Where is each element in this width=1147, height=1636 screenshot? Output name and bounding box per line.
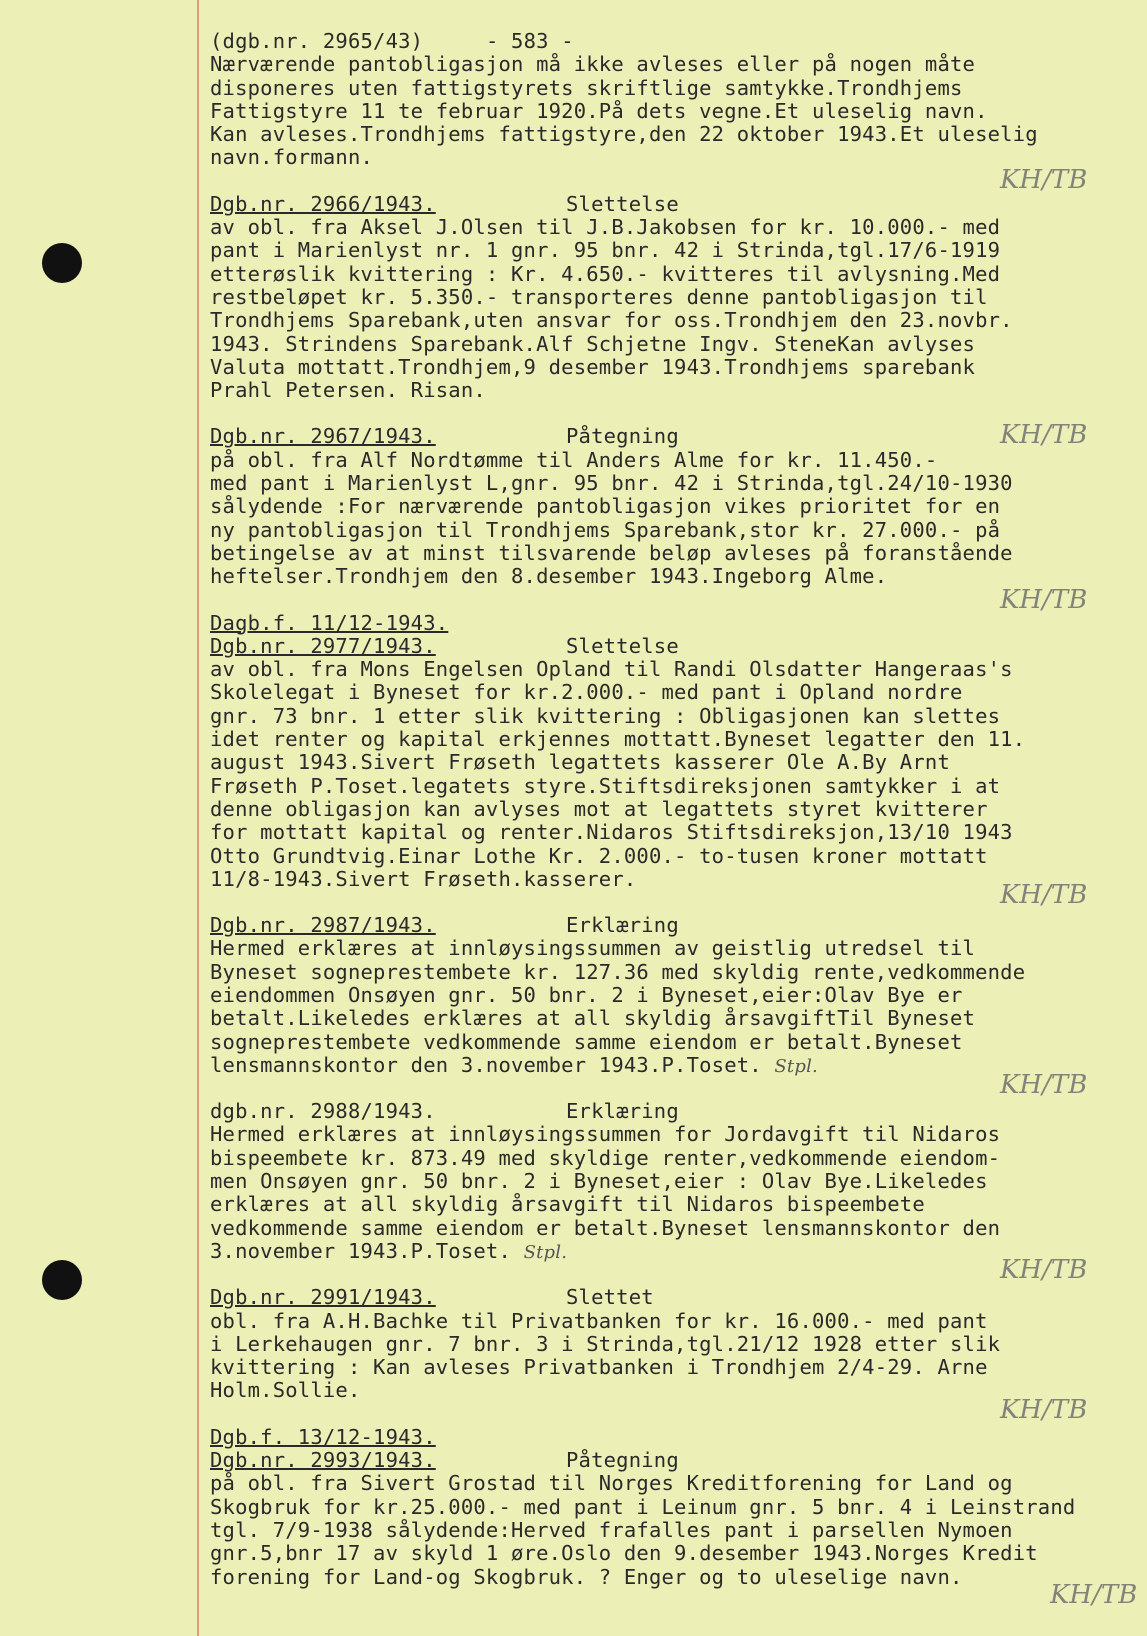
entry-line — [210, 542, 1140, 565]
document-text — [210, 30, 1140, 1589]
entry-line — [210, 286, 1140, 309]
entry-date-text: Dgb.f. 13/12-1943. — [210, 1424, 436, 1449]
entry-line-text: bispeembete kr. 873.49 med skyldige renter,vedkommende eiendom- — [210, 1145, 1001, 1170]
entry-line-text: gnr.5,bnr 17 av skyld 1 øre.Oslo den 9.desember 1943.Norges Kredit — [210, 1541, 1038, 1566]
intro-line: Kan avleses.Trondhjems fattigstyre,den 22 oktober 1943.Et uleselig — [210, 122, 1038, 147]
entry-line-text: 11/8-1943.Sivert Frøseth.kasserer. — [210, 866, 637, 891]
entry-line — [210, 379, 1140, 402]
entry-line — [210, 449, 1140, 472]
entry-line — [210, 1147, 1140, 1170]
entry-line — [210, 681, 1140, 704]
entry-line-text: med pant i Marienlyst L,gnr. 95 bnr. 42 i Strinda,tgl.24/10-1930 — [210, 471, 1013, 496]
entry-line — [210, 1123, 1140, 1146]
entry-line — [210, 216, 1140, 239]
entry-line-text: sogneprestembete vedkommende samme eiendom er betalt.Byneset — [210, 1029, 963, 1054]
entry-line — [210, 1193, 1140, 1216]
entry-line-text: Skogbruk for kr.25.000.- med pant i Leinum gnr. 5 bnr. 4 i Leinstrand — [210, 1494, 1076, 1519]
entry-line — [210, 751, 1140, 774]
entry-line — [210, 1310, 1140, 1333]
entry-line-text: Holm.Sollie. — [210, 1378, 361, 1403]
entry-line-text: forening for Land-og Skogbruk. ? Enger og to uleselige navn. — [210, 1564, 963, 1589]
margin-rule — [197, 0, 199, 1636]
entry-line-text: betingelse av at minst tilsvarende beløp avleses på foranstående — [210, 540, 1013, 565]
entry-kind: Påtegning — [566, 424, 679, 449]
entry-line — [210, 961, 1140, 984]
entry-line — [210, 1542, 1140, 1565]
entry-line — [210, 1031, 1140, 1054]
entry-line-text: Byneset sogneprestembete kr. 127.36 med skyldig rente,vedkommende — [210, 959, 1026, 984]
entry-header — [210, 635, 1140, 658]
entry-line-text: Trondhjems Sparebank,uten ansvar for oss.Trondhjem den 23.novbr. — [210, 308, 1013, 333]
entry-line-text: erklæres at all skyldig årsavgift til Nidaros bispeembete — [210, 1192, 925, 1217]
entry — [210, 891, 1140, 1077]
entry — [210, 1403, 1140, 1589]
entry-line-text: på obl. fra Sivert Grostad til Norges Kreditforening for Land og — [210, 1471, 1013, 1496]
entry-line — [210, 333, 1140, 356]
entry-line — [210, 775, 1140, 798]
entry — [210, 589, 1140, 892]
entry-line-text: av obl. fra Aksel J.Olsen til J.B.Jakobsen for kr. 10.000.- med — [210, 215, 1001, 240]
entry-header — [210, 193, 1140, 216]
punch-hole-bottom — [42, 1260, 82, 1300]
entry-date — [210, 612, 1140, 635]
entry-line-text: vedkommende samme eiendom er betalt.Byneset lensmannskontor den — [210, 1215, 1001, 1240]
entry-ref: Dgb.nr. 2967/1943. — [210, 424, 436, 449]
stamp-note: Stpl. — [523, 1241, 568, 1263]
entry-line — [210, 356, 1140, 379]
entry-line-text: idet renter og kapital erkjennes mottatt.Byneset legatter den 11. — [210, 727, 1026, 752]
entry-line-text: betalt.Likeledes erklæres at all skyldig årsavgiftTil Byneset — [210, 1006, 976, 1031]
entry-line — [210, 1333, 1140, 1356]
entry — [210, 1077, 1140, 1263]
entry-header — [210, 1100, 1140, 1123]
header-ref: (dgb.nr. 2965/43) — [210, 29, 424, 53]
intro-line: Nærværende pantobligasjon må ikke avleses eller på nogen måte — [210, 52, 976, 77]
entry-line — [210, 1472, 1140, 1495]
entry-kind: Slettelse — [566, 633, 679, 658]
entry-line-text: lensmannskontor den 3.november 1943.P.Toset. — [210, 1052, 762, 1077]
entry-line — [210, 798, 1140, 821]
entry-ref: Dgb.nr. 2987/1943. — [210, 913, 436, 938]
entry-kind: Slettelse — [566, 191, 679, 216]
entry-ref: Dgb.nr. 2977/1943. — [210, 633, 436, 658]
entry-line — [210, 1217, 1140, 1240]
entry-line-text: 1943. Strindens Sparebank.Alf Schjetne Ingv. SteneKan avlyses — [210, 331, 976, 356]
entry-line — [210, 309, 1140, 332]
entry-line-text: heftelser.Trondhjem den 8.desember 1943.Ingeborg Alme. — [210, 564, 888, 589]
entry-line-text: Otto Grundtvig.Einar Lothe Kr. 2.000.- to-tusen kroner mottatt — [210, 843, 988, 868]
entry-kind: Erklæring — [566, 1099, 679, 1124]
intro-line: navn.formann. — [210, 145, 374, 170]
marginal-initials: KH/TB — [1000, 165, 1088, 195]
entry-ref: Dgb.nr. 2966/1943. — [210, 191, 436, 216]
entry-line-text: Skolelegat i Byneset for kr.2.000.- med pant i Opland nordre — [210, 680, 963, 705]
entry-line-text: pant i Marienlyst nr. 1 gnr. 95 bnr. 42 i Strinda,tgl.17/6-1919 — [210, 238, 1001, 263]
entry-line — [210, 658, 1140, 681]
entry-line — [210, 263, 1140, 286]
entry-line — [210, 845, 1140, 868]
entry-line — [210, 239, 1140, 262]
entry-line — [210, 1566, 1140, 1589]
marginal-initials: KH/TB — [1000, 1255, 1088, 1285]
entry-line-text: Frøseth P.Toset.legatets styre.Stiftsdireksjonen samtykker i at — [210, 773, 1001, 798]
entry-line — [210, 1519, 1140, 1542]
entry-line — [210, 1170, 1140, 1193]
intro-block — [210, 53, 1140, 169]
entry-line-text: i Lerkehaugen gnr. 7 bnr. 3 i Strinda,tgl.21/12 1928 etter slik — [210, 1331, 1001, 1356]
entry-line-text: for mottatt kapital og renter.Nidaros Stiftsdireksjon,13/10 1943 — [210, 820, 1013, 845]
entry-line-text: kvittering : Kan avleses Privatbanken i Trondhjem 2/4-29. Arne — [210, 1355, 988, 1380]
entry-date — [210, 1426, 1140, 1449]
entry-header — [210, 914, 1140, 937]
page-header — [210, 30, 1140, 53]
entry-kind: Slettet — [566, 1285, 654, 1310]
entry-line-text: etterøslik kvittering : Kr. 4.650.- kvitteres til avlysning.Med — [210, 261, 1001, 286]
entry-kind: Erklæring — [566, 913, 679, 938]
entry-line-text: tgl. 7/9-1938 sålydende:Herved frafalles pant i parsellen Nymoen — [210, 1517, 1013, 1542]
entry-line — [210, 984, 1140, 1007]
entry-line-text: Hermed erklæres at innløysingssummen for Jordavgift til Nidaros — [210, 1122, 1001, 1147]
intro-line: disponeres uten fattigstyrets skriftlige samtykke.Trondhjems — [210, 75, 963, 100]
entry-header — [210, 1449, 1140, 1472]
marginal-initials: KH/TB — [1050, 1580, 1138, 1610]
entry-ref: dgb.nr. 2988/1943. — [210, 1099, 436, 1124]
entry-line-text: denne obligasjon kan avlyses mot at legattets styret kvitterer — [210, 796, 988, 821]
entry-line — [210, 519, 1140, 542]
entry-header — [210, 1286, 1140, 1309]
entry-line — [210, 472, 1140, 495]
entry-line-text: 3.november 1943.P.Toset. — [210, 1238, 512, 1263]
entry-line — [210, 1356, 1140, 1379]
entry-line-text: Hermed erklæres at innløysingssummen av geistlig utredsel til — [210, 936, 976, 961]
marginal-initials: KH/TB — [1000, 420, 1088, 450]
entry-line-text: Prahl Petersen. Risan. — [210, 378, 486, 403]
page-number: - 583 - — [485, 29, 574, 53]
entry-line — [210, 1007, 1140, 1030]
entry-line-text: men Onsøyen gnr. 50 bnr. 2 i Byneset,eier : Olav Bye.Likeledes — [210, 1169, 988, 1194]
entry-line-text: Valuta mottatt.Trondhjem,9 desember 1943.Trondhjems sparebank — [210, 354, 976, 379]
entry-ref: Dgb.nr. 2991/1943. — [210, 1285, 436, 1310]
intro-line: Fattigstyre 11 te februar 1920.På dets vegne.Et uleselig navn. — [210, 98, 988, 123]
entry-ref: Dgb.nr. 2993/1943. — [210, 1448, 436, 1473]
entry-line-text: ny pantobligasjon til Trondhjems Sparebank,stor kr. 27.000.- på — [210, 517, 1001, 542]
entry-line — [210, 937, 1140, 960]
entry-line-text: gnr. 73 bnr. 1 etter slik kvittering : Obligasjonen kan slettes — [210, 703, 1001, 728]
punch-hole-top — [42, 243, 82, 283]
marginal-initials: KH/TB — [1000, 1395, 1088, 1425]
entry-line-text: restbeløpet kr. 5.350.- transporteres denne pantobligasjon til — [210, 284, 988, 309]
marginal-initials: KH/TB — [1000, 880, 1088, 910]
entry-line-text: sålydende :For nærværende pantobligasjon vikes prioritet for en — [210, 494, 1001, 519]
entry-line — [210, 728, 1140, 751]
entry-line — [210, 705, 1140, 728]
entry-line-text: obl. fra A.H.Bachke til Privatbanken for kr. 16.000.- med pant — [210, 1308, 988, 1333]
entry-line-text: på obl. fra Alf Nordtømme til Anders Alme for kr. 11.450.- — [210, 447, 938, 472]
entry-line-text: eiendommen Onsøyen gnr. 50 bnr. 2 i Byneset,eier:Olav Bye er — [210, 982, 963, 1007]
entry-date-text: Dagb.f. 11/12-1943. — [210, 610, 449, 635]
marginal-initials: KH/TB — [1000, 1070, 1088, 1100]
marginal-initials: KH/TB — [1000, 585, 1088, 615]
entry — [210, 170, 1140, 403]
entry-kind: Påtegning — [566, 1448, 679, 1473]
entry-line — [210, 495, 1140, 518]
entry-line — [210, 821, 1140, 844]
entry-line-text: av obl. fra Mons Engelsen Opland til Randi Olsdatter Hangeraas's — [210, 657, 1013, 682]
entry-line-text: august 1943.Sivert Frøseth legattets kasserer Ole A.By Arnt — [210, 750, 950, 775]
stamp-note: Stpl. — [774, 1055, 818, 1077]
entry-line — [210, 1496, 1140, 1519]
